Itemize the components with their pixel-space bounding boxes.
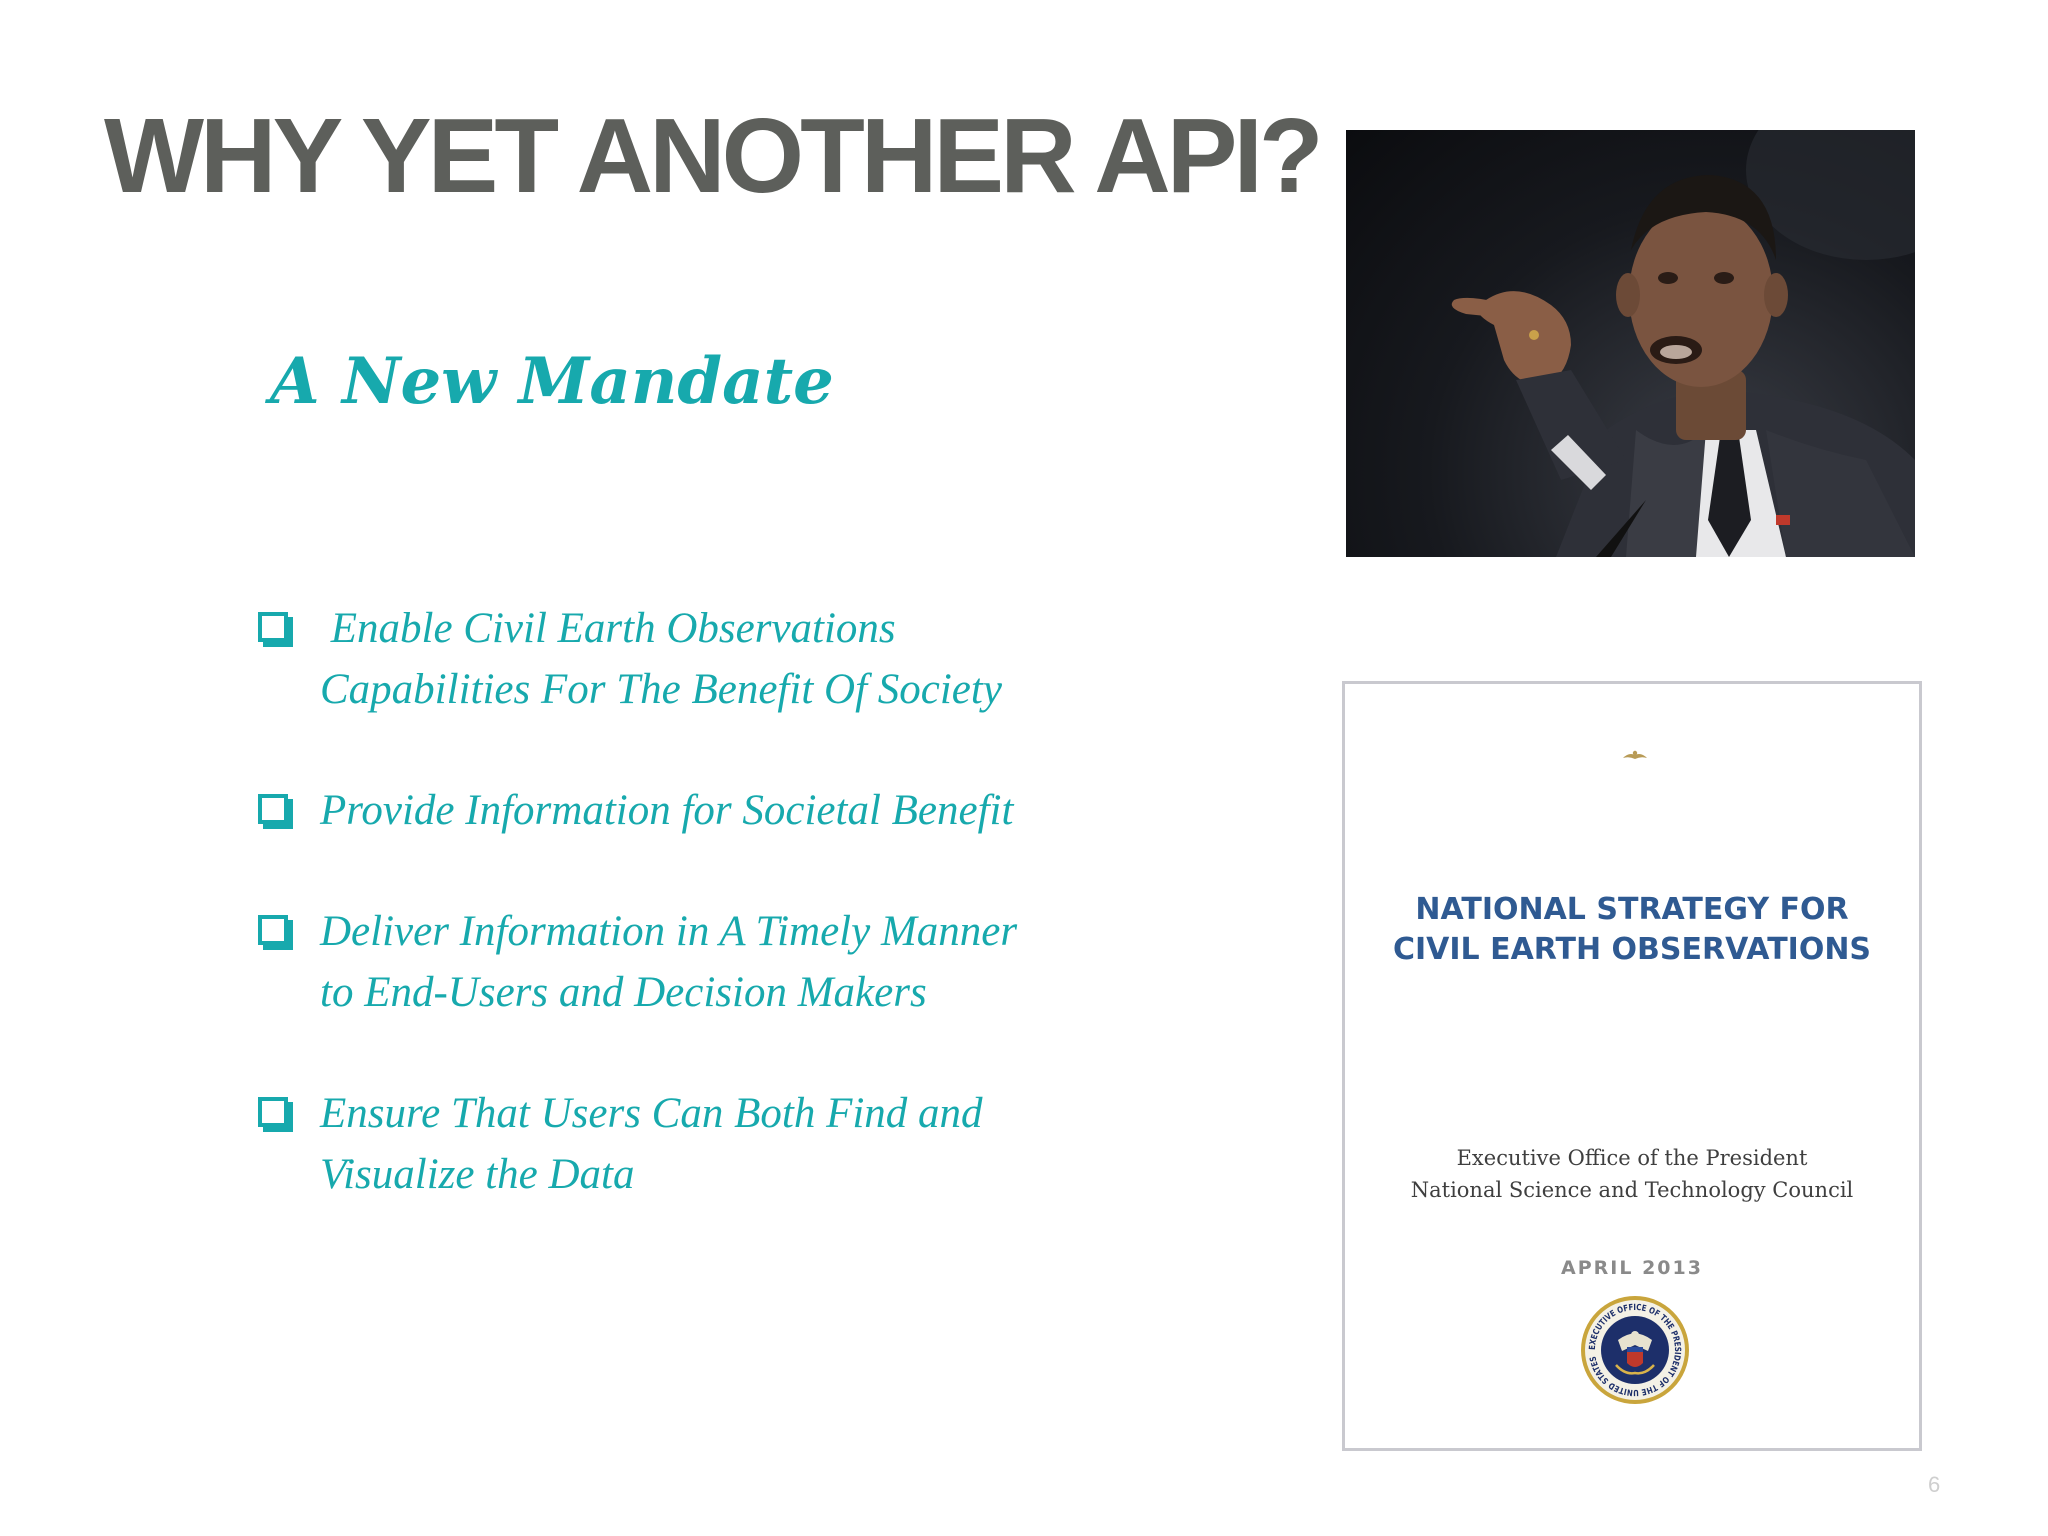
checkbox-square-icon xyxy=(258,1097,288,1127)
checkbox-square-icon xyxy=(258,794,288,824)
checkbox-square-icon xyxy=(258,612,288,642)
presidential-seal xyxy=(1580,1295,1690,1405)
page-number: 6 xyxy=(1928,1472,1941,1497)
speaker-photo xyxy=(1346,130,1915,557)
slide-subtitle: A New Mandate xyxy=(270,344,834,419)
bullet-text: Ensure That Users Can Both Find and Visualize the Data xyxy=(320,1090,983,1198)
report-title: NATIONAL STRATEGY FOR CIVIL EARTH OBSERVATIONS xyxy=(1392,892,1872,967)
bullet-item xyxy=(258,598,1058,720)
slide-title: WHY YET ANOTHER API? xyxy=(104,97,1320,215)
report-office-line-2: National Science and Technology Council xyxy=(1410,1178,1854,1202)
report-office-line-1: Executive Office of the President xyxy=(1456,1146,1808,1170)
report-date: APRIL 2013 xyxy=(1561,1257,1703,1279)
bullet-item xyxy=(258,1083,1058,1205)
checkbox-square-icon xyxy=(258,915,288,945)
bullet-text: Provide Information for Societal Benefit xyxy=(320,787,1014,834)
bullet-item xyxy=(258,780,1058,841)
eagle-emblem-icon xyxy=(1623,749,1647,761)
bullet-list xyxy=(258,598,1058,1265)
speaker-photo-illustration xyxy=(1346,130,1915,557)
seal-text: EXECUTIVE OFFICE OF THE PRESIDENT OF THE UNITED STATES xyxy=(1587,1302,1683,1398)
report-office xyxy=(1345,1142,1919,1206)
report-cover xyxy=(1342,681,1922,1451)
bullet-item xyxy=(258,901,1058,1023)
bullet-text: Deliver Information in A Timely Manner to End-Users and Decision Makers xyxy=(320,908,1018,1016)
bullet-text: Enable Civil Earth Observations Capabilities For The Benefit Of Society xyxy=(320,605,1002,713)
